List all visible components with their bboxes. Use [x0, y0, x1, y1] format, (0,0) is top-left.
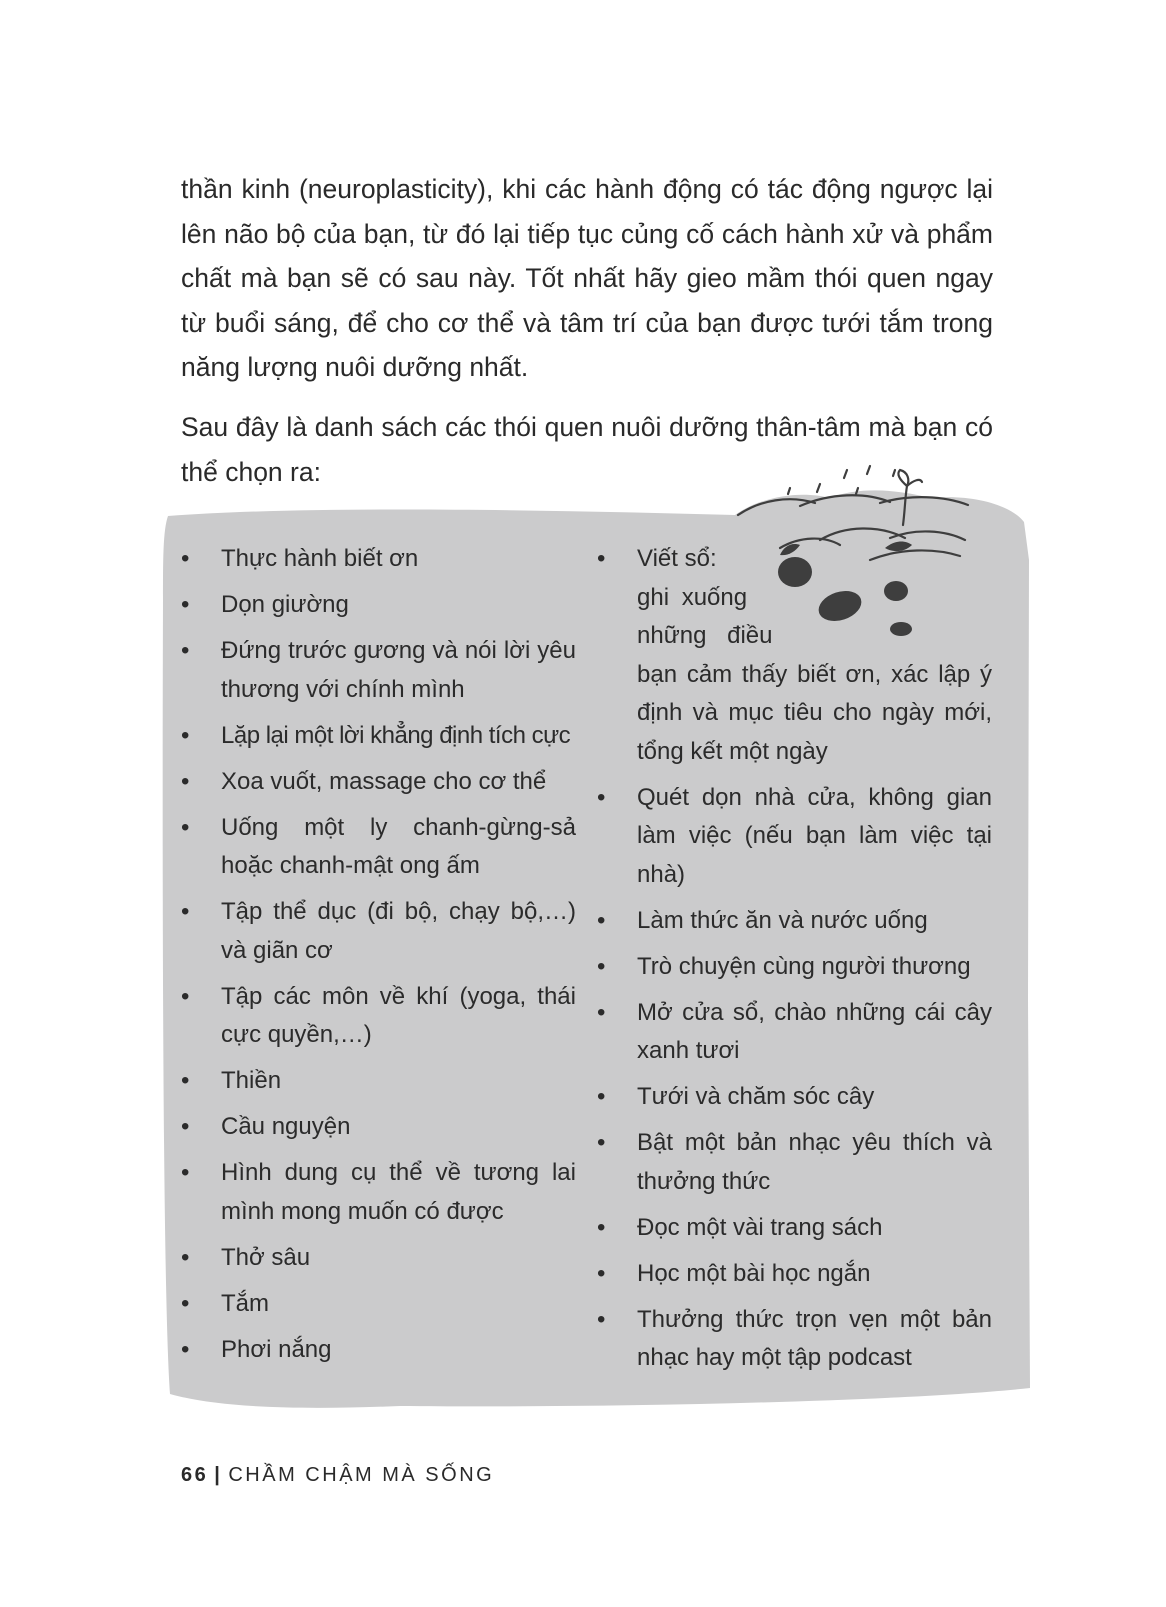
list-item: • Trò chuyện cùng người thương — [597, 948, 992, 987]
list-item: • Phơi nắng — [181, 1331, 576, 1370]
list-item-line: • Viết sổ: — [637, 545, 717, 572]
body-paragraph-1: thần kinh (neuroplasticity), khi các hành động có tác động ngược lại lên não bộ của bạn, từ đó lại tiếp tục củng cố cách hành xử và phẩm chất mà bạn sẽ có sau này. Tốt nhất hãy gieo mầm thói quen ngay từ buổi sáng, để cho cơ thể và tâm trí của bạn được tưới tắm trong năng lượng nuôi dưỡng nhất. — [181, 174, 993, 382]
list-item: • Hình dung cụ thể về tương lai mình mong muốn có được — [181, 1154, 576, 1231]
list-item: • Dọn giường — [181, 586, 576, 625]
list-item: • Thiền — [181, 1062, 576, 1101]
list-item: • Tưới và chăm sóc cây — [597, 1078, 992, 1117]
habit-list-left — [181, 540, 576, 1377]
book-title: CHẦM CHẬM MÀ SỐNG — [228, 1464, 495, 1486]
body-paragraph-2: Sau đây là danh sách các thói quen nuôi dưỡng thân-tâm mà bạn có thể chọn ra: — [181, 412, 993, 487]
list-item: • Xoa vuốt, massage cho cơ thể — [181, 763, 576, 802]
list-item: • Học một bài học ngắn — [597, 1255, 992, 1294]
list-item: • Thở sâu — [181, 1239, 576, 1278]
list-item: • Thưởng thức trọn vẹn một bản nhạc hay một tập podcast — [597, 1301, 992, 1378]
list-item: • Tập thể dục (đi bộ, chạy bộ,…) và giãn cơ — [181, 893, 576, 970]
footer-separator: | — [214, 1464, 223, 1486]
page-footer — [181, 1464, 494, 1487]
list-item-journaling — [597, 540, 992, 771]
list-item: • Cầu nguyện — [181, 1108, 576, 1147]
list-item: • Lặp lại một lời khẳng định tích cực — [181, 717, 576, 756]
list-item: • Làm thức ăn và nước uống — [597, 902, 992, 941]
list-item: • Tắm — [181, 1285, 576, 1324]
list-item-line: bạn cảm thấy biết ơn, xác lập ý định và mục tiêu cho ngày mới, tổng kết một ngày — [637, 660, 992, 765]
list-item-line: ghi xuống — [637, 583, 748, 611]
list-item: • Đứng trước gương và nói lời yêu thương với chính mình — [181, 632, 576, 709]
list-item: • Bật một bản nhạc yêu thích và thưởng thức — [597, 1124, 992, 1201]
list-item-line: những điều — [637, 622, 773, 649]
list-item: • Đọc một vài trang sách — [597, 1209, 992, 1248]
habit-list-right — [597, 540, 992, 1385]
page-number: 66 — [181, 1464, 209, 1486]
list-item: • Thực hành biết ơn — [181, 540, 576, 579]
list-item: • Quét dọn nhà cửa, không gian làm việc (nếu bạn làm việc tại nhà) — [597, 779, 992, 895]
list-item: • Mở cửa sổ, chào những cái cây xanh tươi — [597, 994, 992, 1071]
list-item: • Uống một ly chanh-gừng-sả hoặc chanh-mật ong ấm — [181, 809, 576, 886]
list-item: • Tập các môn về khí (yoga, thái cực quyền,…) — [181, 978, 576, 1055]
